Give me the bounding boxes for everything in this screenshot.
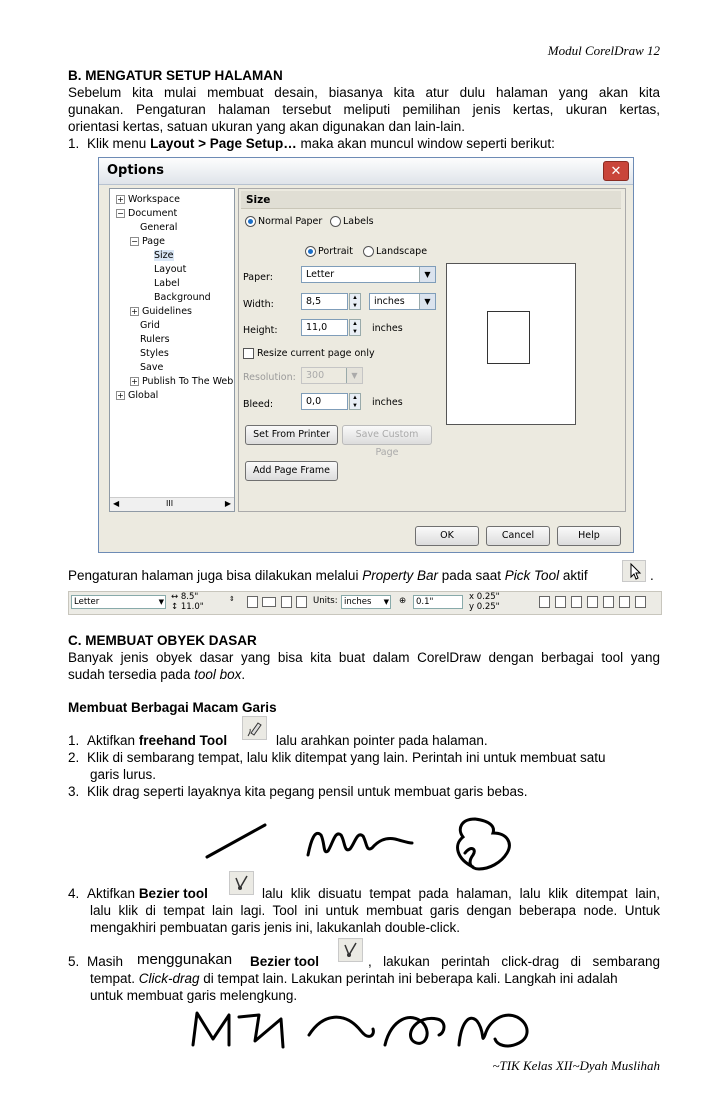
landscape-icon[interactable]: [262, 597, 276, 607]
section-c-heading: C. MEMBUAT OBYEK DASAR: [68, 633, 257, 648]
dialog-titlebar: [99, 158, 633, 185]
nudge-input[interactable]: [413, 595, 463, 609]
step-c5: [68, 953, 123, 970]
radio-label: Normal Paper: [258, 216, 323, 227]
bleed-spinner[interactable]: ▲ ▼: [349, 393, 361, 410]
step-c4-post: lalu klik disuatu tempat pada halaman, lalu klik ditempat lain,: [262, 886, 660, 901]
save-custom-page-button: Save Custom Page: [342, 425, 432, 445]
tree-item-label: Label: [154, 278, 180, 289]
toolbar-icon-1[interactable]: [539, 596, 550, 608]
bezier-zigzag-example: [193, 1013, 283, 1047]
section-b-para-line3: orientasi kertas, satuan ukuran yang akan digunakan dan lain-lain.: [68, 119, 466, 134]
all-pages-icon[interactable]: [281, 596, 292, 608]
tree-item-label: Rulers: [140, 334, 170, 345]
tree-item-label: Workspace: [128, 194, 180, 205]
freehand-loop-example: [458, 819, 510, 869]
resolution-label: Resolution:: [243, 372, 296, 383]
expand-icon[interactable]: +: [117, 391, 124, 400]
tree-item-save[interactable]: [140, 362, 163, 373]
toolbar-icon-3[interactable]: [571, 596, 582, 608]
radio-selected-icon[interactable]: [305, 246, 316, 257]
bezier-tool-term-2: Bezier tool: [250, 954, 320, 969]
step-number: 2.: [68, 750, 80, 765]
duplicate-y-value: 0.25": [476, 602, 500, 612]
property-bar: [68, 591, 662, 615]
size-panel: [238, 188, 626, 512]
scroll-grip[interactable]: III: [166, 499, 174, 508]
close-icon[interactable]: ✕: [603, 161, 629, 181]
step-1-post: maka akan muncul window seperti berikut:: [296, 136, 555, 151]
step-number: 1.: [68, 733, 80, 748]
toolbar-icon-4[interactable]: [587, 596, 598, 608]
paper-value: Letter: [306, 269, 335, 280]
units-select[interactable]: [341, 595, 391, 609]
bezier-pen-icon: [230, 872, 253, 894]
units-label: Units:: [313, 596, 338, 606]
ok-button[interactable]: OK: [415, 526, 479, 546]
duplicate-x-field[interactable]: x 0.25": [469, 592, 500, 602]
current-page-icon[interactable]: [296, 596, 307, 608]
tree-horizontal-scrollbar[interactable]: [110, 497, 234, 511]
chevron-down-icon[interactable]: ▼: [419, 267, 435, 282]
tree-item-publish[interactable]: [130, 376, 233, 387]
step-c2: [68, 749, 606, 766]
height-field[interactable]: ↕ 11.0": [171, 602, 204, 612]
height-input[interactable]: 11,0: [301, 319, 348, 336]
tree-item-label: General: [140, 222, 178, 233]
step-c4: [68, 885, 208, 902]
property-bar-term: Property Bar: [362, 568, 438, 583]
chevron-down-icon[interactable]: ▼: [383, 598, 389, 606]
size-spinner-icon[interactable]: ⇕: [229, 595, 235, 603]
toolbar-icon-5[interactable]: [603, 596, 614, 608]
bezier-s-curve-example: [459, 1015, 527, 1046]
step-number: 3.: [68, 784, 80, 799]
paper-select[interactable]: [301, 266, 436, 283]
page-preview: [446, 263, 576, 425]
step-c2-line2: garis lurus.: [90, 767, 157, 782]
bezier-curve-example: [309, 1017, 373, 1036]
tree-item-label: Layout: [154, 264, 187, 275]
chevron-down-icon[interactable]: ▼: [419, 294, 435, 309]
width-unit-select[interactable]: [369, 293, 436, 310]
text: sudah tersedia pada: [68, 667, 195, 682]
cursor-arrow-icon: [623, 561, 645, 581]
text: .: [241, 667, 246, 682]
scroll-left-icon[interactable]: ◀: [113, 499, 120, 508]
section-b-para-line1: Sebelum kita mulai membuat desain, biasanya kita atur dulu halaman yang akan kita: [68, 85, 660, 100]
text: Aktifkan: [87, 733, 139, 748]
dialog-title: Options: [107, 163, 164, 178]
bezier-tool-icon-1: [229, 871, 254, 895]
pencil-icon: [243, 717, 266, 739]
tree-item-workspace[interactable]: [116, 194, 180, 205]
tree-item-label[interactable]: [154, 278, 180, 289]
tree-item-general[interactable]: [140, 222, 177, 233]
portrait-radio[interactable]: [305, 246, 353, 257]
tree-item-grid[interactable]: [140, 320, 160, 331]
add-page-frame-button[interactable]: Add Page Frame: [245, 461, 338, 481]
step-c4-line2: lalu klik di tempat lain lagi. Tool ini untuk membuat garis dengan beberapa node. Untuk: [90, 903, 660, 918]
freehand-line-examples: [195, 815, 535, 875]
toolbar-icon-7[interactable]: [635, 596, 646, 608]
height-spinner[interactable]: ▲ ▼: [349, 319, 361, 336]
paper-type-select[interactable]: [71, 595, 166, 609]
freehand-tool-icon: [242, 716, 267, 740]
bleed-input[interactable]: 0,0: [301, 393, 348, 410]
step-1: [68, 135, 555, 152]
tree-item-page[interactable]: [130, 236, 165, 247]
step-number: 5.: [68, 954, 80, 969]
step-c5-post: , lakukan perintah click-drag di sembarang: [368, 954, 660, 969]
tree-item-label: Save: [140, 362, 164, 373]
expand-icon[interactable]: +: [131, 307, 138, 316]
bezier-loop-example: [385, 1018, 444, 1045]
scroll-right-icon[interactable]: ▶: [224, 499, 231, 508]
section-c-para-line1: Banyak jenis obyek dasar yang bisa kita buat dalam CorelDraw dengan berbagai tool yang: [68, 650, 660, 665]
text: Klik di sembarang tempat, lalu klik ditempat yang lain. Perintah ini untuk membuat satu: [87, 750, 606, 765]
radio-label: Landscape: [376, 246, 428, 257]
tree-item-label: Publish To The Web: [142, 376, 234, 387]
duplicate-x-value: 0.25": [476, 592, 500, 602]
text: tempat.: [90, 971, 139, 986]
width-label: Width:: [243, 299, 274, 310]
chevron-down-icon: ▼: [346, 368, 362, 383]
step-c1: [68, 732, 227, 749]
checkbox-icon[interactable]: [243, 348, 254, 359]
chevron-down-icon[interactable]: ▼: [158, 598, 164, 606]
freehand-tool-term: freehand Tool: [138, 733, 228, 748]
text: Pengaturan halaman juga bisa dilakukan melalui: [68, 568, 363, 583]
expand-icon[interactable]: +: [131, 377, 138, 386]
cancel-button[interactable]: Cancel: [486, 526, 550, 546]
checkbox-label: Resize current page only: [257, 348, 375, 359]
landscape-radio[interactable]: [363, 246, 427, 257]
tree-item-background[interactable]: [154, 292, 211, 303]
step-c5-line3: untuk membuat garis melengkung.: [90, 988, 298, 1003]
tree-item-label: Background: [154, 292, 211, 303]
collapse-icon[interactable]: −: [117, 209, 124, 218]
subheading-garis: Membuat Berbagai Macam Garis: [68, 700, 277, 715]
height-label: Height:: [243, 325, 278, 336]
tree-item-label: Grid: [140, 320, 160, 331]
help-button[interactable]: Help: [557, 526, 621, 546]
step-1-menu-path: Layout > Page Setup…: [150, 136, 297, 151]
resize-checkbox[interactable]: [243, 348, 375, 359]
click-drag-term: Click-drag: [138, 971, 200, 986]
tree-item-label: Styles: [140, 348, 169, 359]
section-b-para-line2: gunakan. Pengaturan halaman tersebut meliputi pemilihan jenis kertas, ukuran kertas,: [68, 102, 660, 117]
tree-item-global[interactable]: [116, 390, 158, 401]
collapse-icon[interactable]: −: [131, 237, 138, 246]
property-bar-line: [68, 567, 588, 584]
tree-item-document[interactable]: [116, 208, 177, 219]
tree-item-label: Global: [128, 390, 159, 401]
bezier-tool-term: Bezier tool: [138, 886, 208, 901]
tree-item-label: Document: [128, 208, 178, 219]
radio-label: Portrait: [318, 246, 353, 257]
height-value: 11.0": [180, 602, 204, 612]
radio-selected-icon[interactable]: [245, 216, 256, 227]
tool-box-term: tool box: [194, 667, 242, 682]
step-c4-line3: mengakhiri pembuatan garis jenis ini, lakukanlah double-click.: [90, 920, 460, 935]
pick-tool-term: Pick Tool: [504, 568, 560, 583]
pick-tool-icon: [622, 560, 646, 582]
toolbar-icon-2[interactable]: [555, 596, 566, 608]
text: Aktifkan: [87, 886, 139, 901]
paper-type-value: Letter: [74, 597, 100, 607]
normal-paper-radio[interactable]: [245, 216, 322, 227]
bezier-tool-icon-2: [338, 938, 363, 962]
page-preview-sheet: [487, 311, 530, 364]
tree-item-label: Guidelines: [142, 306, 192, 317]
tree-item-guidelines[interactable]: [130, 306, 192, 317]
radio-icon[interactable]: [363, 246, 374, 257]
nudge-value: 0.1": [416, 597, 434, 607]
page-footer: ~TIK Kelas XII~Dyah Muslihah: [492, 1058, 660, 1073]
duplicate-y-field[interactable]: y 0.25": [469, 602, 500, 612]
expand-icon[interactable]: +: [117, 195, 124, 204]
panel-title: Size: [241, 191, 621, 209]
bezier-pen-icon: [339, 939, 362, 961]
resolution-select: [301, 367, 363, 384]
text: Masih: [87, 954, 124, 969]
radio-icon[interactable]: [330, 216, 341, 227]
tree-item-label: Page: [142, 236, 165, 247]
step-1-number: 1.: [68, 136, 80, 151]
tree-item-layout[interactable]: [154, 264, 186, 275]
section-b-heading: B. MENGATUR SETUP HALAMAN: [68, 68, 283, 83]
tree-item-styles[interactable]: [140, 348, 169, 359]
options-tree[interactable]: [109, 188, 235, 512]
set-from-printer-button[interactable]: Set From Printer: [245, 425, 338, 445]
width-field[interactable]: ↔ 8.5": [171, 592, 199, 602]
resolution-value: 300: [306, 370, 325, 381]
units-value: inches: [344, 597, 372, 607]
height-unit: inches: [372, 323, 403, 334]
freehand-wave-example: [308, 833, 412, 855]
portrait-icon[interactable]: [247, 596, 258, 608]
step-1-pre: Klik menu: [87, 136, 151, 151]
width-spinner[interactable]: ▲ ▼: [349, 293, 361, 310]
step-number: 4.: [68, 886, 80, 901]
bezier-line-examples: [185, 1005, 545, 1053]
width-value: 8.5": [180, 592, 199, 602]
period: .: [650, 568, 654, 583]
step-c1-post: lalu arahkan pointer pada halaman.: [276, 733, 488, 748]
step-c5-word: menggunakan: [137, 951, 233, 968]
text: Klik drag seperti layaknya kita pegang pensil untuk membuat garis bebas.: [87, 784, 528, 799]
text: pada saat: [437, 568, 505, 583]
labels-radio[interactable]: [330, 216, 374, 227]
page-header: Modul CorelDraw 12: [547, 43, 660, 58]
tree-item-size[interactable]: [154, 250, 174, 261]
step-c3: [68, 783, 528, 800]
nudge-icon: ⊕: [399, 596, 407, 606]
radio-label: Labels: [343, 216, 374, 227]
tree-item-rulers[interactable]: [140, 334, 170, 345]
step-c5-line2: [90, 970, 618, 987]
tree-item-label: Size: [154, 250, 174, 261]
straight-line-example: [207, 825, 265, 857]
section-c-para-line2: [68, 666, 245, 683]
width-input[interactable]: 8,5: [301, 293, 348, 310]
bleed-unit: inches: [372, 397, 403, 408]
text: aktif: [559, 568, 588, 583]
bleed-label: Bleed:: [243, 399, 274, 410]
toolbar-icon-6[interactable]: [619, 596, 630, 608]
text: di tempat lain. Lakukan perintah ini beberapa kali. Langkah ini adalah: [199, 971, 618, 986]
paper-label: Paper:: [243, 272, 273, 283]
unit-value: inches: [374, 296, 405, 307]
options-dialog: [98, 157, 634, 553]
